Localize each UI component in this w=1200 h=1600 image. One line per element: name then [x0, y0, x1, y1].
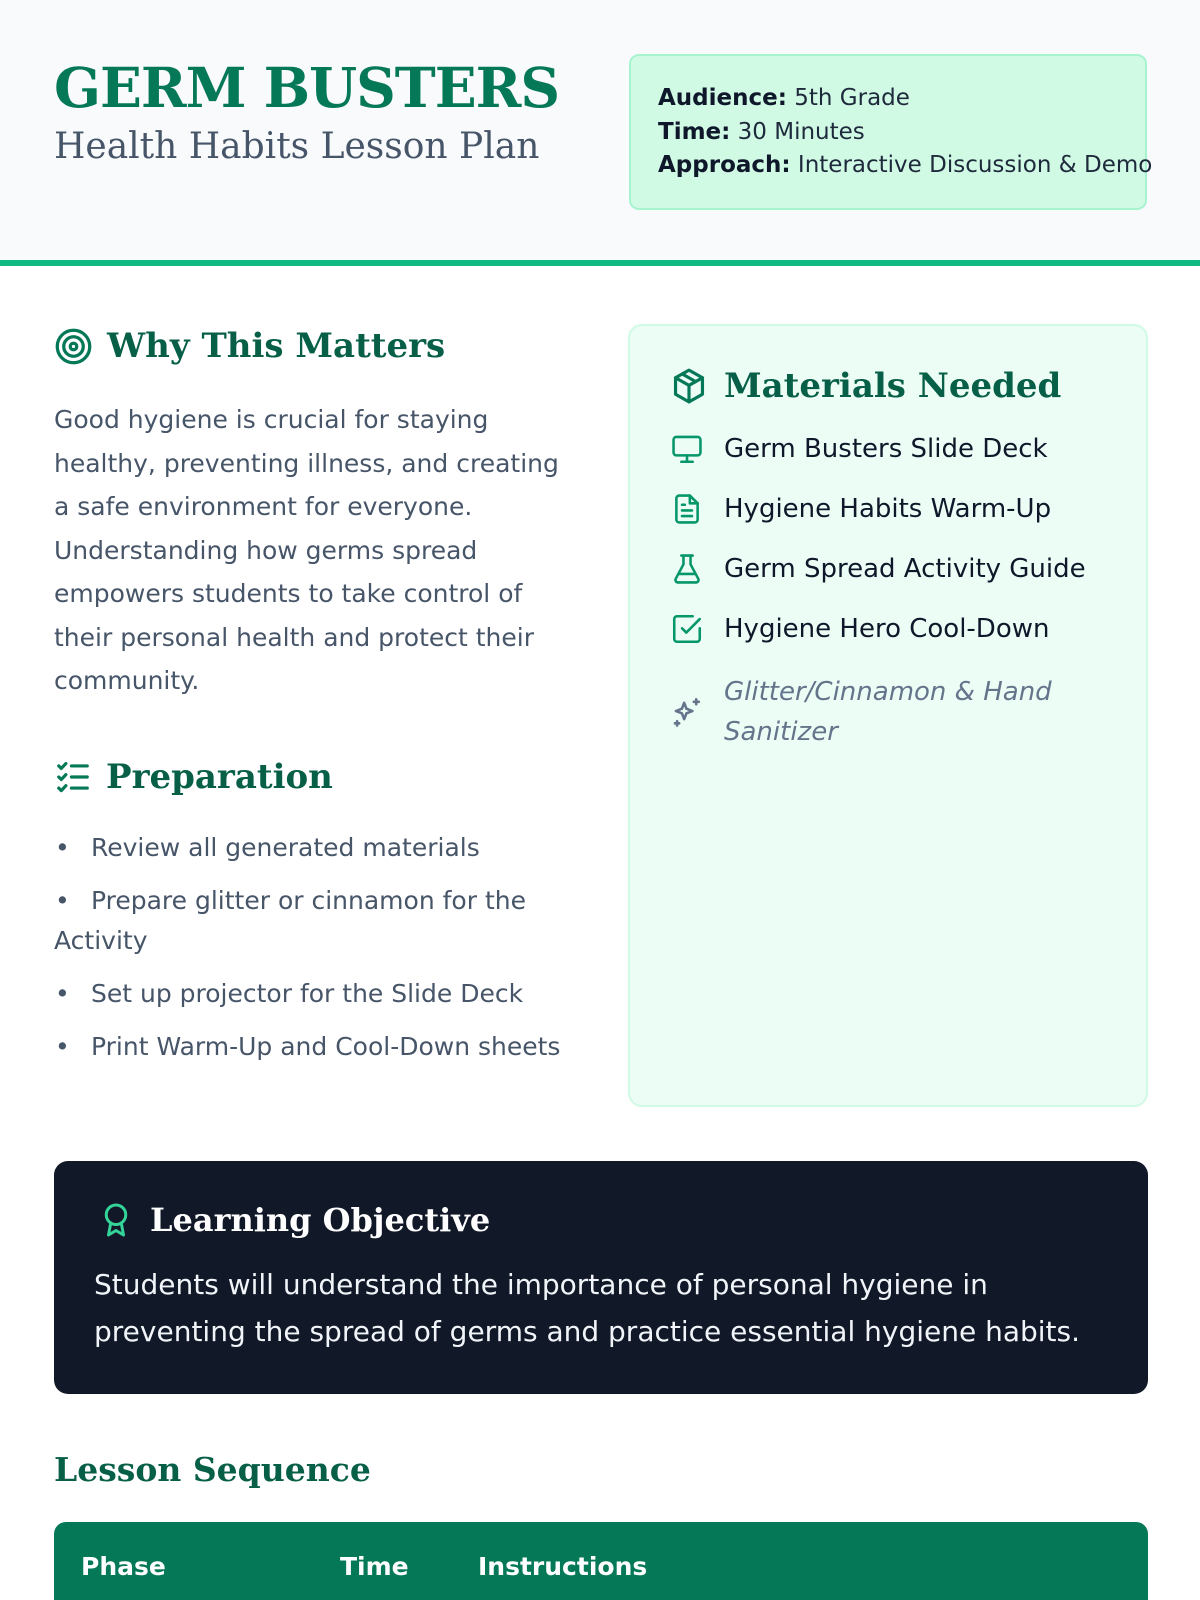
meta-time: Time: 30 Minutes [658, 118, 865, 145]
lesson-meta-box [629, 54, 1153, 210]
column-header-phase: Phase [81, 1552, 166, 1581]
column-header-instructions: Instructions [478, 1552, 648, 1581]
page-title: GERM BUSTERS [54, 55, 560, 120]
material-item: Germ Spread Activity Guide [670, 552, 1086, 586]
meta-approach: Approach: Interactive Discussion & Demo [658, 152, 1153, 178]
lesson-sequence-title: Lesson Sequence [54, 1450, 371, 1489]
page-subtitle: Health Habits Lesson Plan [54, 126, 540, 167]
learning-objective-panel [54, 1161, 1148, 1394]
sparkles-icon [670, 695, 704, 729]
award-icon [98, 1202, 134, 1238]
lesson-sequence-table [54, 1522, 1148, 1600]
material-item: Hygiene Habits Warm-Up [670, 492, 1051, 526]
meta-audience: Audience: 5th Grade [658, 85, 910, 111]
preparation-list [54, 828, 564, 1080]
list-item: • Print Warm-Up and Cool-Down sheets [55, 1032, 561, 1061]
material-item: Hygiene Hero Cool-Down [670, 612, 1049, 646]
why-text: Good hygiene is crucial for staying healthy, preventing illness, and creating a safe environment for everyone. Understanding how germs spread empowers students to take control of their personal health and protect their community. [54, 405, 559, 695]
preparation-heading: Preparation [54, 757, 333, 797]
checkbox-icon [670, 612, 704, 646]
target-icon [54, 327, 93, 366]
list-item: • Prepare glitter or cinnamon for the Activity [54, 886, 526, 955]
header [0, 0, 1200, 266]
objective-heading: Learning Objective [98, 1201, 490, 1239]
why-heading: Why This Matters [54, 326, 445, 366]
materials-panel [628, 324, 1148, 1107]
material-item: Glitter/Cinnamon & Hand Sanitizer [670, 672, 1054, 752]
material-item: Germ Busters Slide Deck [670, 432, 1048, 466]
list-item: • Review all generated materials [55, 833, 480, 862]
checklist-icon [54, 758, 92, 796]
materials-heading: Materials Needed [670, 366, 1061, 406]
objective-text: Students will understand the importance of personal hygiene in preventing the spread of germs and practice essential hygiene habits. [94, 1268, 1081, 1348]
package-icon [670, 367, 708, 405]
column-header-time: Time [340, 1552, 409, 1581]
document-icon [670, 492, 704, 526]
monitor-icon [670, 432, 704, 466]
list-item: • Set up projector for the Slide Deck [55, 979, 524, 1008]
flask-icon [670, 552, 704, 586]
